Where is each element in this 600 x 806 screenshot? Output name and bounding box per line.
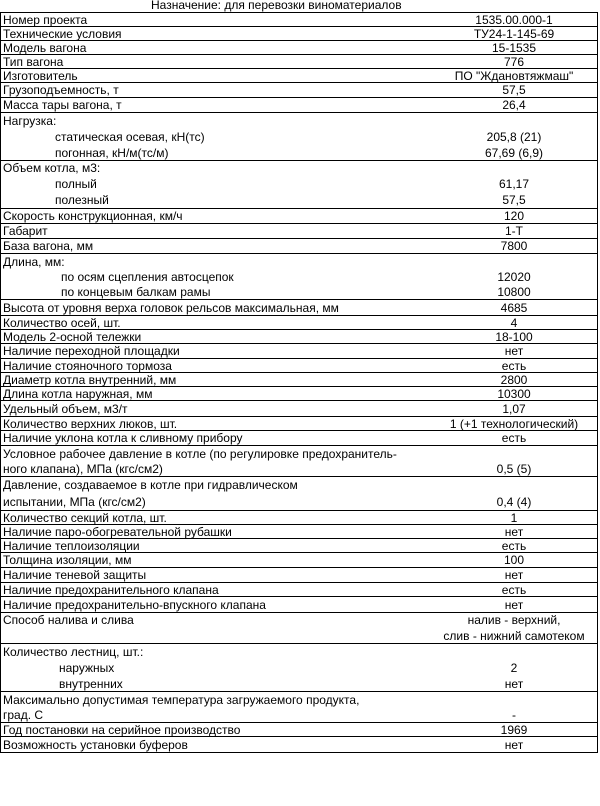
table-row (1, 597, 597, 613)
row-value: 0,5 (5) (496, 462, 532, 476)
table-row (1, 161, 597, 176)
row-value: нет (504, 344, 524, 358)
table-row (1, 359, 597, 373)
table-row (1, 316, 597, 330)
table-row (1, 98, 597, 113)
row-value: 15-1535 (491, 41, 537, 55)
row-label: Высота от уровня верха головок рельсов максимальная, мм (3, 301, 339, 315)
table-row (1, 254, 597, 270)
row-label: Нагрузка: (3, 114, 57, 128)
row-value: 67,69 (6,9) (484, 146, 544, 160)
row-label: по осям сцепления автосцепок (61, 270, 234, 284)
document-title (0, 0, 600, 12)
table-row (1, 373, 597, 387)
table-row (1, 708, 597, 723)
table-row (1, 27, 597, 41)
row-value: 26,4 (502, 98, 526, 112)
row-label: Количество лестниц, шт.: (3, 645, 144, 659)
table-row (1, 525, 597, 539)
row-value: 1969 (500, 723, 528, 737)
row-label: Длина котла наружная, мм (3, 387, 153, 401)
row-value: нет (504, 598, 524, 612)
row-label: Скорость конструкционная, км/ч (3, 209, 183, 223)
row-value: 18-100 (495, 330, 533, 344)
row-label: Наличие предохранительно-впускного клапана (3, 598, 266, 612)
row-label: погонная, кН/м(тс/м) (55, 146, 169, 160)
row-label: Модель вагона (3, 41, 87, 55)
row-value: ПО "Ждановтяжмаш" (454, 69, 574, 83)
table-row (1, 568, 597, 583)
table-row (1, 583, 597, 597)
row-label: Количество осей, шт. (3, 316, 121, 330)
table-row (1, 113, 597, 129)
table-row (1, 387, 597, 401)
row-value: 1-Т (505, 224, 523, 238)
row-value: есть (501, 359, 527, 373)
row-value: 4685 (500, 301, 528, 315)
row-label: Номер проекта (3, 13, 88, 27)
row-label: испытании, МПа (кгс/см2) (3, 495, 146, 509)
table-row (1, 644, 597, 660)
row-label: Длина, мм: (3, 255, 65, 269)
table-row (1, 417, 597, 431)
row-value: нет (504, 568, 524, 582)
row-label: Наличие паро-обогревательной рубашки (3, 525, 232, 539)
row-label: полезный (55, 193, 109, 207)
row-label: наружных (59, 661, 115, 675)
row-label: Наличие уклона котла к сливному прибору (3, 431, 243, 445)
row-value: 0,4 (4) (496, 495, 532, 509)
row-value: 776 (503, 55, 525, 69)
table-row (1, 285, 597, 300)
row-label: Условное рабочее давление в котле (по регулировке предохранитель- (3, 447, 397, 461)
table-row (1, 553, 597, 568)
row-value: слив - нижний самотеком (443, 629, 585, 643)
table-row (1, 737, 597, 753)
row-label: Удельный объем, м3/т (3, 402, 128, 416)
table-row (1, 176, 597, 192)
table-row (1, 224, 597, 239)
row-label: Количество секций котла, шт. (3, 511, 167, 525)
row-label: Максимально допустимая температура загружаемого продукта, (3, 693, 360, 707)
row-value: 4 (510, 316, 518, 330)
row-value: 10300 (497, 387, 531, 401)
table-row (1, 41, 597, 55)
row-value: 1535.00.000-1 (475, 13, 553, 27)
row-value: 1 (510, 511, 518, 525)
row-label: Наличие предохранительного клапана (3, 583, 219, 597)
row-value: 1,07 (502, 402, 526, 416)
row-label: Тип вагона (3, 55, 64, 69)
row-value: 57,5 (502, 193, 526, 207)
row-label: Диаметр котла внутренний, мм (3, 373, 177, 387)
row-value: нет (504, 677, 524, 691)
row-label: Возможность установки буферов (3, 738, 188, 752)
row-value: 120 (503, 209, 525, 223)
table-row (1, 660, 597, 676)
row-value: нет (504, 738, 524, 752)
row-label: Наличие переходной площадки (3, 344, 180, 358)
table-row (1, 83, 597, 98)
row-value: - (512, 708, 516, 722)
row-value: 205,8 (21) (486, 130, 542, 144)
row-value: 1 (+1 технологический) (449, 417, 579, 431)
row-label: Габарит (3, 224, 48, 238)
row-label: Наличие стояночного тормоза (3, 359, 172, 373)
table-row (1, 676, 597, 692)
table-row (1, 401, 597, 417)
table-row (1, 511, 597, 525)
table-row (1, 446, 597, 462)
row-label: Давление, создаваемое в котле при гидравлическом (3, 478, 298, 492)
table-row (1, 477, 597, 493)
table-row (1, 192, 597, 209)
row-label: статическая осевая, кН(тс) (55, 130, 205, 144)
table-row (1, 270, 597, 285)
table-row (1, 13, 597, 27)
row-value: есть (501, 431, 527, 445)
table-row (1, 613, 597, 628)
row-label: полный (55, 177, 97, 191)
row-label: Изготовитель (3, 69, 78, 83)
table-row (1, 723, 597, 737)
row-label: Толщина изоляции, мм (3, 553, 132, 567)
table-row (1, 431, 597, 446)
row-label: по концевым балкам рамы (61, 285, 211, 299)
row-value: 2 (510, 661, 518, 675)
table-row (1, 55, 597, 69)
row-value: есть (501, 583, 527, 597)
row-label: внутренних (59, 677, 123, 691)
row-value: ТУ24-1-145-69 (473, 27, 555, 41)
row-value: 61,17 (498, 177, 530, 191)
row-value: 100 (503, 553, 525, 567)
row-value: 10800 (497, 285, 531, 299)
row-label: Количество верхних люков, шт. (3, 417, 178, 431)
row-label: Масса тары вагона, т (3, 98, 122, 112)
row-value: налив - верхний, (467, 613, 561, 627)
table-row (1, 209, 597, 224)
table-row (1, 628, 597, 644)
table-row (1, 539, 597, 553)
row-label: град. С (3, 708, 44, 722)
row-value: 7800 (500, 239, 528, 253)
row-label: Способ налива и слива (3, 613, 134, 627)
row-label: ного клапана), МПа (кгс/см2) (3, 462, 163, 476)
table-row (1, 330, 597, 344)
row-label: Грузоподъемность, т (3, 83, 119, 97)
table-row (1, 344, 597, 359)
row-label: Технические условия (3, 27, 122, 41)
row-label: Наличие теплоизоляции (3, 539, 140, 553)
table-row (1, 493, 597, 511)
table-row (1, 129, 597, 145)
row-value: есть (501, 539, 527, 553)
row-value: нет (504, 525, 524, 539)
row-value: 57,5 (502, 83, 526, 97)
row-label: Год постановки на серийное производство (3, 723, 241, 737)
row-label: Объем котла, м3: (3, 161, 101, 175)
row-value: 12020 (497, 270, 531, 284)
row-label: Наличие теневой защиты (3, 568, 147, 582)
table-row (1, 300, 597, 316)
title-text: Назначение: для перевозки виноматериалов (151, 0, 402, 12)
table-row (1, 462, 597, 477)
row-label: Модель 2-осной тележки (3, 330, 142, 344)
row-value: 2800 (500, 373, 528, 387)
spec-table (0, 12, 598, 753)
table-row (1, 69, 597, 83)
table-row (1, 239, 597, 254)
table-row (1, 692, 597, 708)
row-label: База вагона, мм (3, 239, 94, 253)
table-row (1, 145, 597, 161)
